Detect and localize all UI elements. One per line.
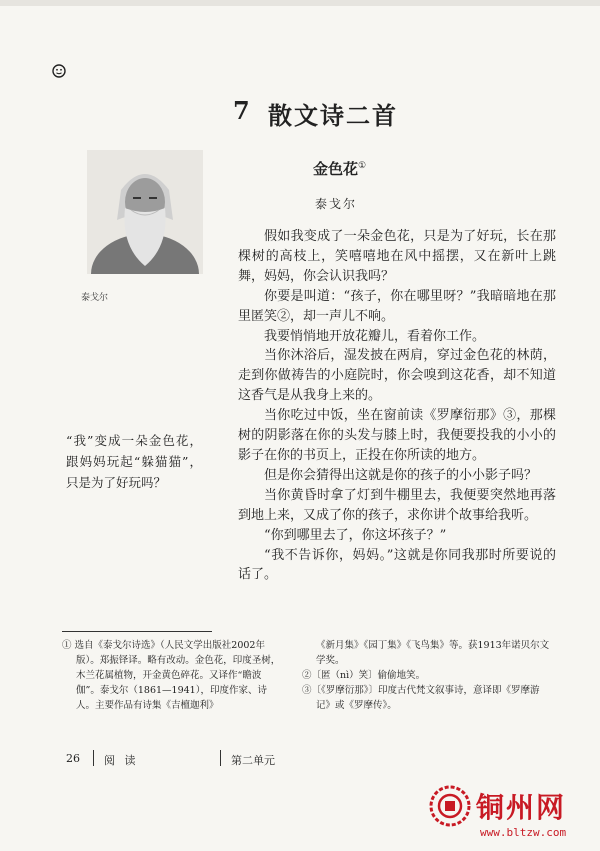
poem-paragraph-1: 假如我变成了一朵金色花，只是为了好玩，长在那棵树的高枝上，笑嘻嘻地在风中摇摆，又在新叶上跳舞，妈妈，你会认识我吗？ xyxy=(238,229,556,284)
tagore-portrait xyxy=(87,150,203,274)
footnote-1-continued: 《新月集》《园丁集》《飞鸟集》等。获1913年诺贝尔文学奖。 xyxy=(316,640,550,666)
page-number: 26 xyxy=(66,752,80,765)
poem-paragraph-2: 你要是叫道：“孩子，你在哪里呀？”我暗暗地在那里匿笑②，却一声儿不响。 xyxy=(238,288,556,324)
smiley-icon xyxy=(52,64,66,78)
watermark-logo-icon xyxy=(428,784,472,828)
watermark-url[interactable]: www.bltzw.com xyxy=(480,826,567,839)
poem-paragraph-5: 当你吃过中饭，坐在窗前读《罗摩衍那》③，那棵树的阴影落在你的头发与膝上时，我便要投我的小小的影子在你的书页上，正投在你所读的地方。 xyxy=(238,408,556,463)
poem-paragraph-4: 当你沐浴后，湿发披在两肩，穿过金色花的林荫，走到你做祷告的小庭院时，你会嗅到这花香，却不知道这香气是从我身上来的。 xyxy=(238,348,556,404)
poem-body xyxy=(238,227,556,585)
margin-question-note: “我”变成一朵金色花，跟妈妈玩起“躲猫猫”，只是为了好玩吗？ xyxy=(66,433,202,490)
footnote-3: ③〔《罗摩衍那》〕印度古代梵文叙事诗，意译即《罗摩游记》或《罗摩传》。 xyxy=(302,685,540,711)
chapter-number: 7 xyxy=(233,96,252,125)
section-label: 阅 读 xyxy=(104,754,139,767)
poem-title: 金色花① xyxy=(313,160,367,178)
poem-paragraph-7: 当你黄昏时拿了灯到牛棚里去，我便要突然地再落到地上来，又成了你的孩子，求你讲个故事给我听。 xyxy=(238,487,556,523)
footnote-1: ① 选自《泰戈尔诗选》（人民文学出版社2002年版）。郑振铎译。略有改动。金色花，印度圣树，木兰花属植物，开金黄色碎花。又译作“瞻波伽”。泰戈尔（1861—1941），印度作家、诗人。主要作品有诗集《吉檀迦利》 xyxy=(62,640,281,711)
poem-paragraph-3: 我要悄悄地开放花瓣儿，看着你工作。 xyxy=(264,328,486,344)
folio-separator xyxy=(220,750,221,766)
footnotes-left-column xyxy=(62,638,282,713)
portrait-caption: 泰戈尔 xyxy=(81,293,109,303)
unit-label: 第二单元 xyxy=(231,754,275,767)
chapter-title: 散文诗二首 xyxy=(268,101,398,130)
poem-title-footnote-marker[interactable]: ① xyxy=(358,161,367,171)
top-edge-strip xyxy=(0,0,600,6)
poem-paragraph-8: “你到哪里去了，你这坏孩子？” xyxy=(264,527,447,543)
poem-paragraph-6: 但是你会猜得出这就是你的孩子的小小影子吗？ xyxy=(264,467,538,483)
folio-separator xyxy=(93,750,94,766)
footnotes-right-column xyxy=(302,638,552,713)
footnote-divider xyxy=(62,631,212,632)
watermark-site-name: 铜州网 xyxy=(476,791,567,824)
footnote-2: ②〔匿（nì）笑〕偷偷地笑。 xyxy=(302,670,426,681)
poem-author: 泰戈尔 xyxy=(315,197,358,211)
poem-paragraph-9: “我不告诉你，妈妈。”这就是你同我那时所要说的话了。 xyxy=(238,547,556,583)
